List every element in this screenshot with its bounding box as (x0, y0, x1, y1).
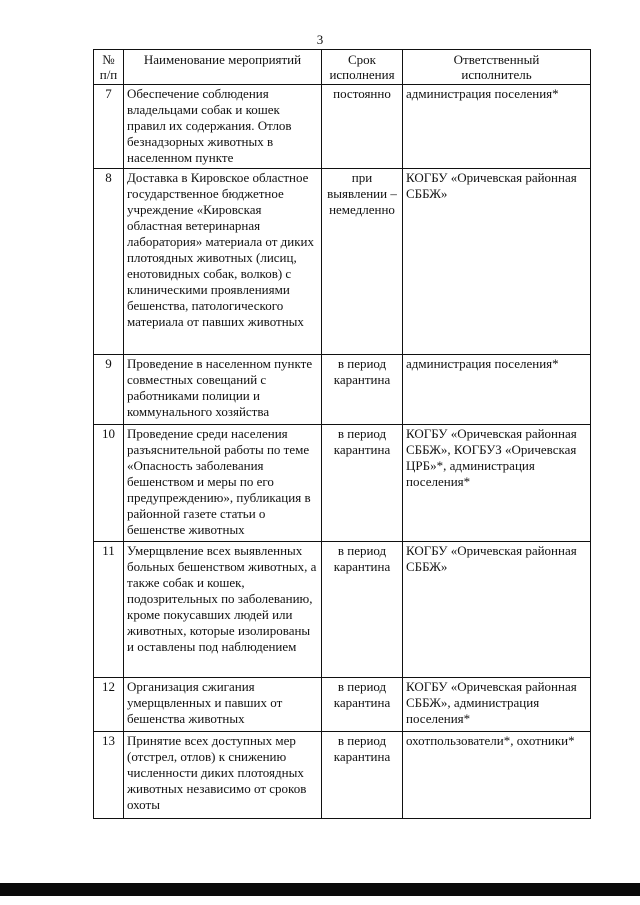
measure-name: Проведение в населенном пункте совместных совещаний с работниками полиции и коммунального хозяйства (124, 355, 322, 425)
header-term (322, 50, 403, 85)
measures-table (93, 49, 591, 819)
measure-name: Обеспечение соблюдения владельцами собак и кошек правил их содержания. Отлов безнадзорных животных в населенном пункте (124, 85, 322, 169)
measure-term: при выявлении – немедленно (322, 169, 403, 355)
row-number: 8 (94, 169, 124, 355)
row-number: 9 (94, 355, 124, 425)
header-executor-text: Ответственный исполнитель (453, 52, 540, 82)
measure-name: Доставка в Кировское областное государственное бюджетное учреждение «Кировская областная ветеринарная лаборатория» материала от диких плотоядных животных (лисиц, енотовидных собак, волков) с клиническими проявлениями бешенства, патологического материала от павших животных (124, 169, 322, 355)
header-number-text: № п/п (99, 52, 118, 82)
header-executor (403, 50, 591, 85)
page-number: 3 (316, 32, 324, 47)
measure-executor: охотпользователи*, охотники* (403, 732, 591, 819)
measure-name: Умерщвление всех выявленных больных бешенством животных, а также собак и кошек, подозрительных по заболеванию, кроме покусавших людей или животных, которые изолированы и оставлены под наблюдением (124, 542, 322, 678)
measure-term: в период карантина (322, 355, 403, 425)
measure-name: Принятие всех доступных мер (отстрел, отлов) к снижению численности диких плотоядных животных независимо от сроков охоты (124, 732, 322, 819)
measure-name: Проведение среди населения разъяснительной работы по теме «Опасность заболевания бешенством и меры по его предупреждению», публикация в районной газете статьи о бешенстве животных (124, 425, 322, 542)
row-number: 13 (94, 732, 124, 819)
header-measure-name-text: Наименование мероприятий (143, 52, 302, 67)
measure-executor: администрация поселения* (403, 355, 591, 425)
row-number: 12 (94, 678, 124, 732)
table-header-row (94, 50, 591, 85)
row-number: 7 (94, 85, 124, 169)
measure-executor: КОГБУ «Оричевская районная СББЖ» (403, 542, 591, 678)
table-row (94, 355, 591, 425)
measure-executor: администрация поселения* (403, 85, 591, 169)
row-number: 10 (94, 425, 124, 542)
table-row (94, 542, 591, 678)
table-row (94, 85, 591, 169)
measure-executor: КОГБУ «Оричевская районная СББЖ» (403, 169, 591, 355)
table-row (94, 678, 591, 732)
table-row (94, 425, 591, 542)
measure-term: в период карантина (322, 678, 403, 732)
measure-term: постоянно (322, 85, 403, 169)
measure-name: Организация сжигания умерщвленных и павших от бешенства животных (124, 678, 322, 732)
header-measure-name (124, 50, 322, 85)
measure-executor: КОГБУ «Оричевская районная СББЖ», администрация поселения* (403, 678, 591, 732)
row-number: 11 (94, 542, 124, 678)
measure-term: в период карантина (322, 732, 403, 819)
header-number (94, 50, 124, 85)
scan-edge-bar (0, 883, 640, 896)
header-term-text: Срок исполнения (329, 52, 395, 82)
measure-executor: КОГБУ «Оричевская районная СББЖ», КОГБУЗ «Оричевская ЦРБ»*, администрация поселения* (403, 425, 591, 542)
measure-term: в период карантина (322, 425, 403, 542)
table-row (94, 169, 591, 355)
measure-term: в период карантина (322, 542, 403, 678)
table-row (94, 732, 591, 819)
